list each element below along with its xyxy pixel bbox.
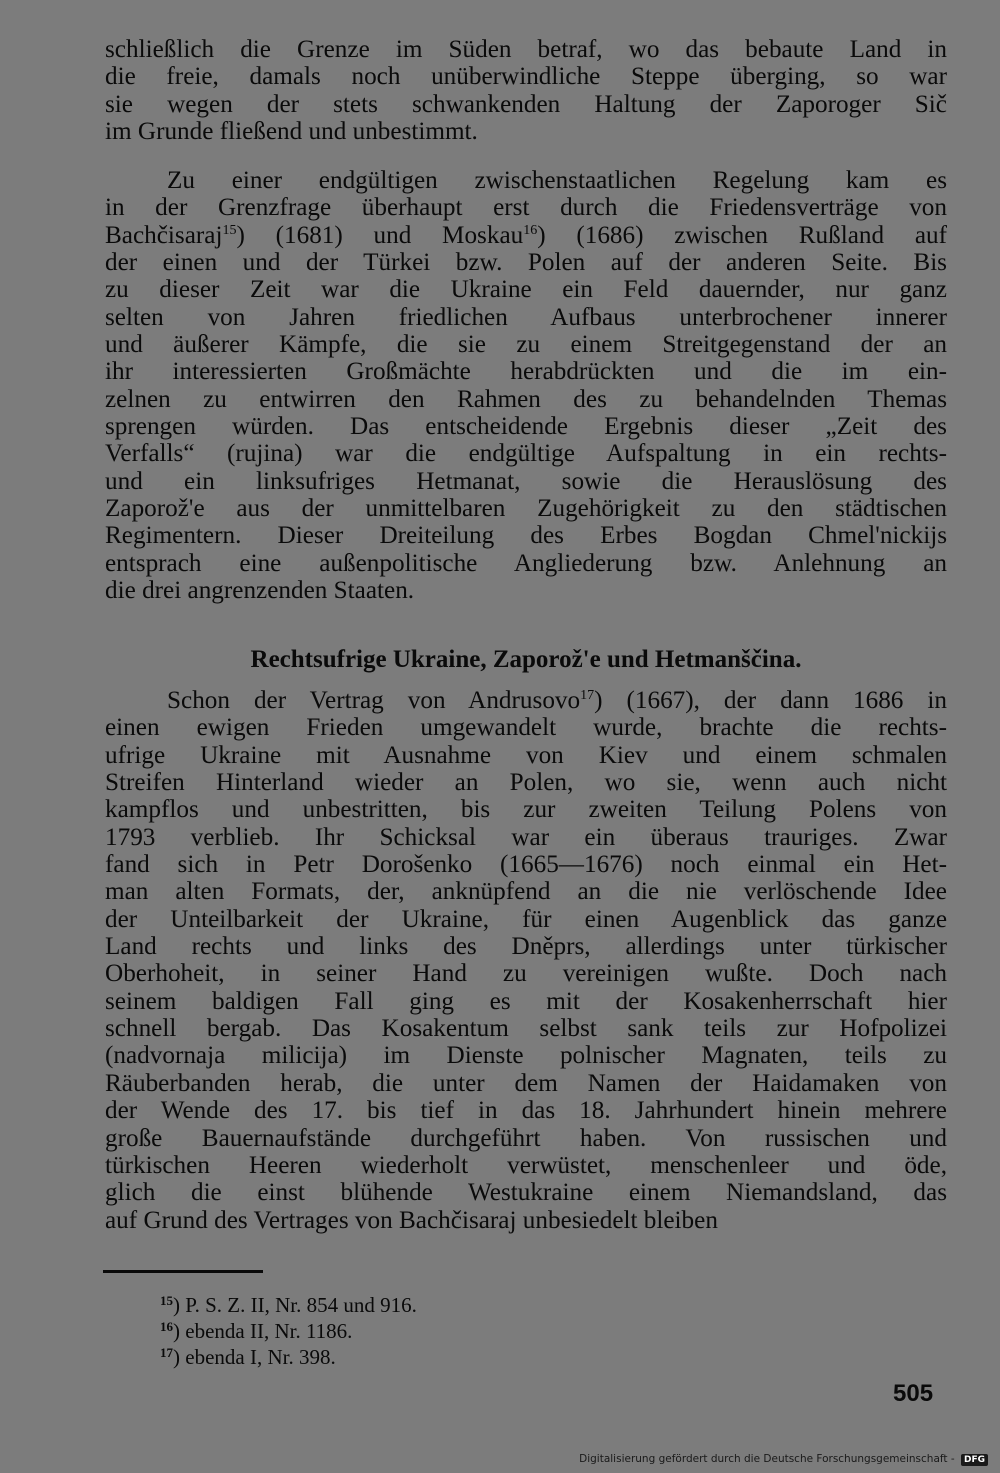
text-line: auf Grund des Vertrages von Bachčisaraj unbesiedelt bleiben [105, 1206, 718, 1234]
footnotes [160, 1290, 417, 1368]
text-line: der Wende des 17. bis tief in das 18. Jahrhundert hinein mehrere [105, 1097, 947, 1125]
text-line: die freie, damals noch unüberwindliche Steppe überging, so war [105, 63, 947, 91]
text-line: schnell bergab. Das Kosakentum selbst sank teils zur Hofpolizei [105, 1015, 947, 1043]
text-line: Zaporož'e aus der unmittelbaren Zugehörigkeit zu den städtischen [105, 495, 947, 523]
credit-text: Digitalisierung gefördert durch die Deutsche Forschungsgemeinschaft - [579, 1453, 955, 1465]
page-number: 505 [893, 1380, 934, 1407]
text-line: zelnen zu entwirren den Rahmen des zu behandelnden Themas [105, 385, 947, 413]
text-line: seinem baldigen Fall ging es mit der Kosakenherrschaft hier [105, 987, 947, 1015]
text-line: man alten Formats, der, anknüpfend an die nie verlöschende Idee [105, 878, 947, 906]
footnote-16: $^{16}$) ebenda II, Nr. 1186. [160, 1319, 353, 1343]
digitization-credit [579, 1453, 988, 1466]
footnote-17: $^{17}$) ebenda I, Nr. 398. [160, 1345, 336, 1369]
text-line: im Grunde fließend und unbestimmt. [105, 118, 478, 146]
paragraph-1 [105, 36, 947, 145]
text-line: schließlich die Grenze im Süden betraf, wo das bebaute Land in [105, 36, 947, 63]
dfg-logo: DFG [961, 1454, 988, 1466]
text-line: sie wegen der stets schwankenden Haltung der Zaporoger Sič [105, 90, 947, 118]
text-line: Zu einer endgültigen zwischenstaatlichen Regelung kam es [167, 167, 947, 194]
text-line: ufrige Ukraine mit Ausnahme von Kiev und einem schmalen [105, 741, 947, 769]
text-line: türkischen Heeren wiederholt verwüstet, menschenleer und öde, [105, 1151, 947, 1179]
text-line: Schon der Vertrag von Andrusovo$^{17}$) (1667), der dann 1686 in [167, 687, 947, 714]
footnote-15: $^{15}$) P. S. Z. II, Nr. 854 und 916. [160, 1293, 417, 1317]
text-line: zu dieser Zeit war die Ukraine ein Feld dauernder, nur ganz [105, 276, 947, 304]
text-line: sprengen würden. Das entscheidende Ergebnis dieser „Zeit des [105, 413, 947, 441]
paragraph-2 [105, 167, 947, 605]
text-line: Streifen Hinterland wieder an Polen, wo sie, wenn auch nicht [105, 769, 947, 797]
text-line: 1793 verblieb. Ihr Schicksal war ein überaus trauriges. Zwar [105, 823, 947, 851]
text-line: kampflos und unbestritten, bis zur zweiten Teilung Polens von [105, 796, 947, 824]
section-heading: Rechtsufrige Ukraine, Zaporož'e und Hetmanščina. [250, 646, 802, 673]
text-line: Verfalls“ (rujina) war die endgültige Aufspaltung in ein rechts- [105, 440, 947, 468]
text-line: und äußerer Kämpfe, die sie zu einem Streitgegenstand der an [105, 331, 947, 359]
text-line: einen ewigen Frieden umgewandelt wurde, brachte die rechts- [105, 714, 947, 742]
text-line: (nadvornaja milicija) im Dienste polnischer Magnaten, teils zu [105, 1042, 947, 1070]
text-line: Oberhoheit, in seiner Hand zu vereinigen wußte. Doch nach [105, 960, 947, 988]
footnote-rule [103, 1270, 263, 1273]
text-line: Bachčisaraj$^{15}$) (1681) und Moskau$^{16}$) (1686) zwischen Rußland auf [105, 221, 947, 249]
text-line: fand sich in Petr Dorošenko (1665—1676) noch einmal ein Het- [105, 851, 947, 879]
text-line: Land rechts und links des Dněprs, allerdings unter türkischer [105, 933, 947, 961]
text-line: glich die einst blühende Westukraine einem Niemandsland, das [105, 1179, 947, 1207]
text-line: der Unteilbarkeit der Ukraine, für einen Augenblick das ganze [105, 905, 947, 933]
text-line: ihr interessierten Großmächte herabdrückten und die im ein- [105, 358, 947, 386]
text-line: und ein linksufriges Hetmanat, sowie die Herauslösung des [105, 467, 947, 495]
paragraph-3 [105, 687, 947, 1234]
text-line: der einen und der Türkei bzw. Polen auf der anderen Seite. Bis [105, 249, 947, 277]
text-line: in der Grenzfrage überhaupt erst durch die Friedensverträge von [105, 194, 947, 222]
text-line: entsprach eine außenpolitische Angliederung bzw. Anlehnung an [105, 549, 947, 577]
text-line: selten von Jahren friedlichen Aufbaus unterbrochener innerer [105, 303, 947, 331]
text-line: große Bauernaufstände durchgeführt haben. Von russischen und [105, 1124, 947, 1152]
text-line: die drei angrenzenden Staaten. [105, 577, 415, 605]
text-line: Räuberbanden herab, die unter dem Namen der Haidamaken von [105, 1069, 947, 1097]
text-line: Regimentern. Dieser Dreiteilung des Erbes Bogdan Chmel'nickijs [105, 522, 947, 550]
